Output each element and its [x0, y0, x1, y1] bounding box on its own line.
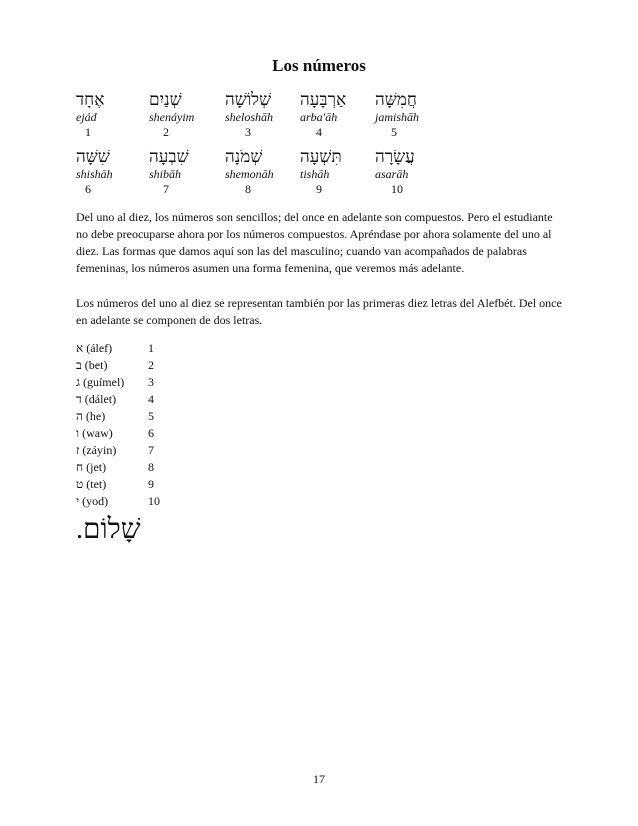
number-digit: 5	[391, 125, 397, 139]
letter-name: ט (tet)	[76, 477, 107, 491]
letter-value: 3	[148, 375, 154, 389]
transliteration: shenáyim	[149, 110, 195, 124]
transliteration: shishāh	[76, 167, 113, 181]
number-digit: 4	[316, 125, 322, 139]
letter-name: י (yod)	[76, 494, 109, 508]
letter-name: ה (he)	[76, 409, 106, 423]
letter-name: ג (guímel)	[76, 375, 125, 389]
hebrew-word: אֶחָד	[76, 90, 105, 109]
number-digit: 9	[316, 182, 322, 196]
list-item	[76, 340, 276, 357]
number-digit: 8	[245, 182, 251, 196]
list-item	[76, 391, 276, 408]
hebrew-word: שְׁלוֹשָׁה	[225, 90, 272, 109]
hebrew-word: שִׁבְעָה	[149, 147, 189, 166]
letter-list	[76, 340, 276, 510]
transliteration: arba'āh	[300, 110, 338, 124]
hebrew-word: שִׁשָּׁה	[76, 147, 110, 166]
list-item	[76, 425, 276, 442]
hebrew-word: שְׁנַיִם	[149, 90, 182, 109]
page-title: Los números	[272, 56, 366, 75]
letter-value: 7	[148, 443, 154, 457]
hebrew-word: תִּשְׁעָה	[300, 147, 342, 166]
number-digit: 1	[85, 125, 91, 139]
letter-name: ז (záyin)	[76, 443, 117, 457]
list-item	[76, 442, 276, 459]
number-cell	[375, 147, 465, 197]
letter-name: ו (waw)	[76, 426, 113, 440]
letter-value: 2	[148, 358, 154, 372]
paragraph-letters: Los números del uno al diez se representan también por las primeras diez letras del Alefbét. Del once en adelante se componen de dos letras.	[76, 296, 562, 327]
number-digit: 2	[163, 125, 169, 139]
transliteration: shibāh	[149, 167, 182, 181]
paragraph-intro: Del uno al diez, los números son sencillos; del once en adelante son compuestos. Pero el estudiante no debe preocuparse ahora por los números compuestos. Apréndase por ahora solamente del uno al diez. Las formas que damos aquí son las del masculino; cuando van acompañados de palabras femeninas, los números asumen una forma femenina, que veremos más adelante.	[76, 210, 553, 275]
letter-value: 5	[148, 409, 154, 423]
letter-name: ד (dálet)	[76, 392, 117, 406]
transliteration: sheloshāh	[225, 110, 273, 124]
hebrew-word: אַרְבָּעָה	[300, 90, 347, 109]
letter-value: 9	[148, 477, 154, 491]
transliteration: tishāh	[300, 167, 330, 181]
transliteration: jamishāh	[375, 110, 420, 124]
page-number: 17	[313, 772, 325, 786]
closing-word: שָׁלוֹם.	[76, 514, 141, 545]
list-item	[76, 374, 276, 391]
letter-value: 4	[148, 392, 154, 406]
hebrew-word: חֲמִשָּׁה	[375, 90, 417, 109]
number-digit: 6	[85, 182, 91, 196]
list-item	[76, 493, 276, 510]
number-cell	[375, 90, 465, 140]
letter-value: 1	[148, 341, 154, 355]
list-item	[76, 476, 276, 493]
letter-value: 8	[148, 460, 154, 474]
transliteration: shemonāh	[225, 167, 274, 181]
letter-value: 6	[148, 426, 154, 440]
letter-value: 10	[148, 494, 160, 508]
number-digit: 7	[163, 182, 169, 196]
list-item	[76, 408, 276, 425]
list-item	[76, 459, 276, 476]
hebrew-word: עֲשָׂרָה	[375, 147, 415, 166]
transliteration: asarāh	[375, 167, 409, 181]
number-digit: 3	[245, 125, 251, 139]
hebrew-word: שְׁמֹנָה	[225, 147, 263, 166]
letter-name: א (álef)	[76, 341, 113, 355]
list-item	[76, 357, 276, 374]
number-digit: 10	[391, 182, 403, 196]
transliteration: ejád	[76, 110, 97, 124]
letter-name: ח (jet)	[76, 460, 107, 474]
letter-name: ב (bet)	[76, 358, 108, 372]
